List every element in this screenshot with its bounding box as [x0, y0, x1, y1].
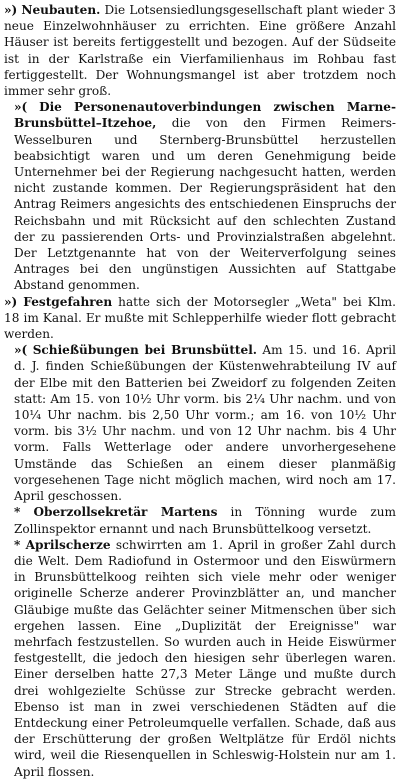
article-heading: Festgefahren	[23, 294, 113, 309]
article-heading: Schießübungen bei Brunsbüttel.	[32, 343, 258, 358]
article-heading: Neubauten.	[21, 3, 101, 17]
section-marker: *	[14, 537, 21, 552]
section-marker: »)	[4, 3, 18, 17]
article-oberzollsekretaer	[4, 504, 396, 536]
section-marker: *	[14, 505, 21, 520]
article-body: die von den Firmen Reimers-Wesselburen und Sternberg-Brunsbüttel herzustellen beabsichtigt waren und um deren Genehmigung beide Unternehmer bei der Regierung nachgesucht hatten, werden nicht zustande kommen. Der Regierungspräsident hat den Antrag Reimers angesichts des entschiedenen Einspruchs der Reichsbahn und mit Rücksicht auf den schlechten Zustand der zu passierenden Orts- und Provinzialstraßen abgelehnt. Der Letztgenannte hat von der Weiterverfolgung seines Antrages bei den ungünstigen Aussichten auf Stattgabe Abstand genommen.	[14, 116, 396, 293]
section-marker: »(	[14, 343, 28, 358]
article-festgefahren	[4, 294, 396, 343]
article-body: schwirrten am 1. April in großer Zahl durch die Welt. Dem Radiofund in Ostermoor und den Eiswürmern in Brunsbüttelkoog reihten sich viele mehr oder weniger originelle Scherze anderer Provinzblätter an, und mancher Gläubige mußte das Gelächter seiner Mitmenschen über sich ergehen lassen. Eine „Duplizität der Ereignisse" war mehrfach festzustellen. So wurden auch in Heide Eiswürmer festgestellt, die jedoch den hiesigen sehr überlegen waren. Einer derselben hatte 27,3 Meter Länge und mußte durch drei wohlgezielte Schüsse zur Strecke gebracht werden. Ebenso ist man in zwei verschiedenen Städten auf die Entdeckung einer Petroleumquelle verfallen. Schade, daß aus der Erschütterung der großen Weltplätze für Erdöl nichts wird, weil die Riesenquellen in Schleswig-Holstein nur am 1. April flossen.	[14, 537, 396, 779]
article-heading: Oberzollsekretär Martens	[33, 505, 218, 520]
section-marker: »(	[14, 100, 28, 115]
article-body: hatte sich der Motorsegler „Weta" bei Klm. 18 im Kanal. Er mußte mit Schlepperhilfe wieder flott gebracht werden.	[4, 294, 396, 342]
article-heading: Aprilscherze	[25, 537, 111, 552]
article-body: Die Lotsensiedlungsgesellschaft plant wieder 3 neue Einzelwohnhäuser zu errichten. Eine größere Anzahl Häuser ist bereits fertiggestellt und bezogen. Auf der Südseite ist in der Karlstraße ein Vierfamilienhaus im Rohbau fast fertiggestellt. Der Wohnungsmangel ist aber trotzdem noch immer sehr groß.	[4, 3, 396, 99]
article-personenautoverbindungen	[4, 99, 396, 293]
article-schiessuebungen	[4, 342, 396, 504]
section-marker: »)	[4, 294, 18, 309]
article-body: in Tönning wurde zum Zollinspektor ernannt und nach Brunsbüttelkoog versetzt.	[14, 505, 396, 536]
article-heading: Die Personenautoverbindungen zwischen Marne-Brunsbüttel–Itzehoe,	[14, 100, 396, 131]
article-body: Am 15. und 16. April d. J. finden Schießübungen der Küstenwehrabteilung IV auf der Elbe mit den Batterien bei Zweidorf zu folgenden Zeiten statt: Am 15. von 10½ Uhr vorm. bis 2¼ Uhr nachm. und von 10¼ Uhr nachm. bis 2,50 Uhr vorm.; am 16. von 10½ Uhr vorm. bis 3½ Uhr nachm. und von 12 Uhr nachm. bis 4 Uhr vorm. Falls Wetterlage oder andere unvorhergesehene Umstände das Schießen an einem dieser planmäßig vorgesehenen Tage nicht möglich machen, wird noch am 17. April geschossen.	[14, 343, 396, 504]
article-aprilscherze	[4, 537, 396, 780]
article-neubauten	[4, 2, 396, 99]
